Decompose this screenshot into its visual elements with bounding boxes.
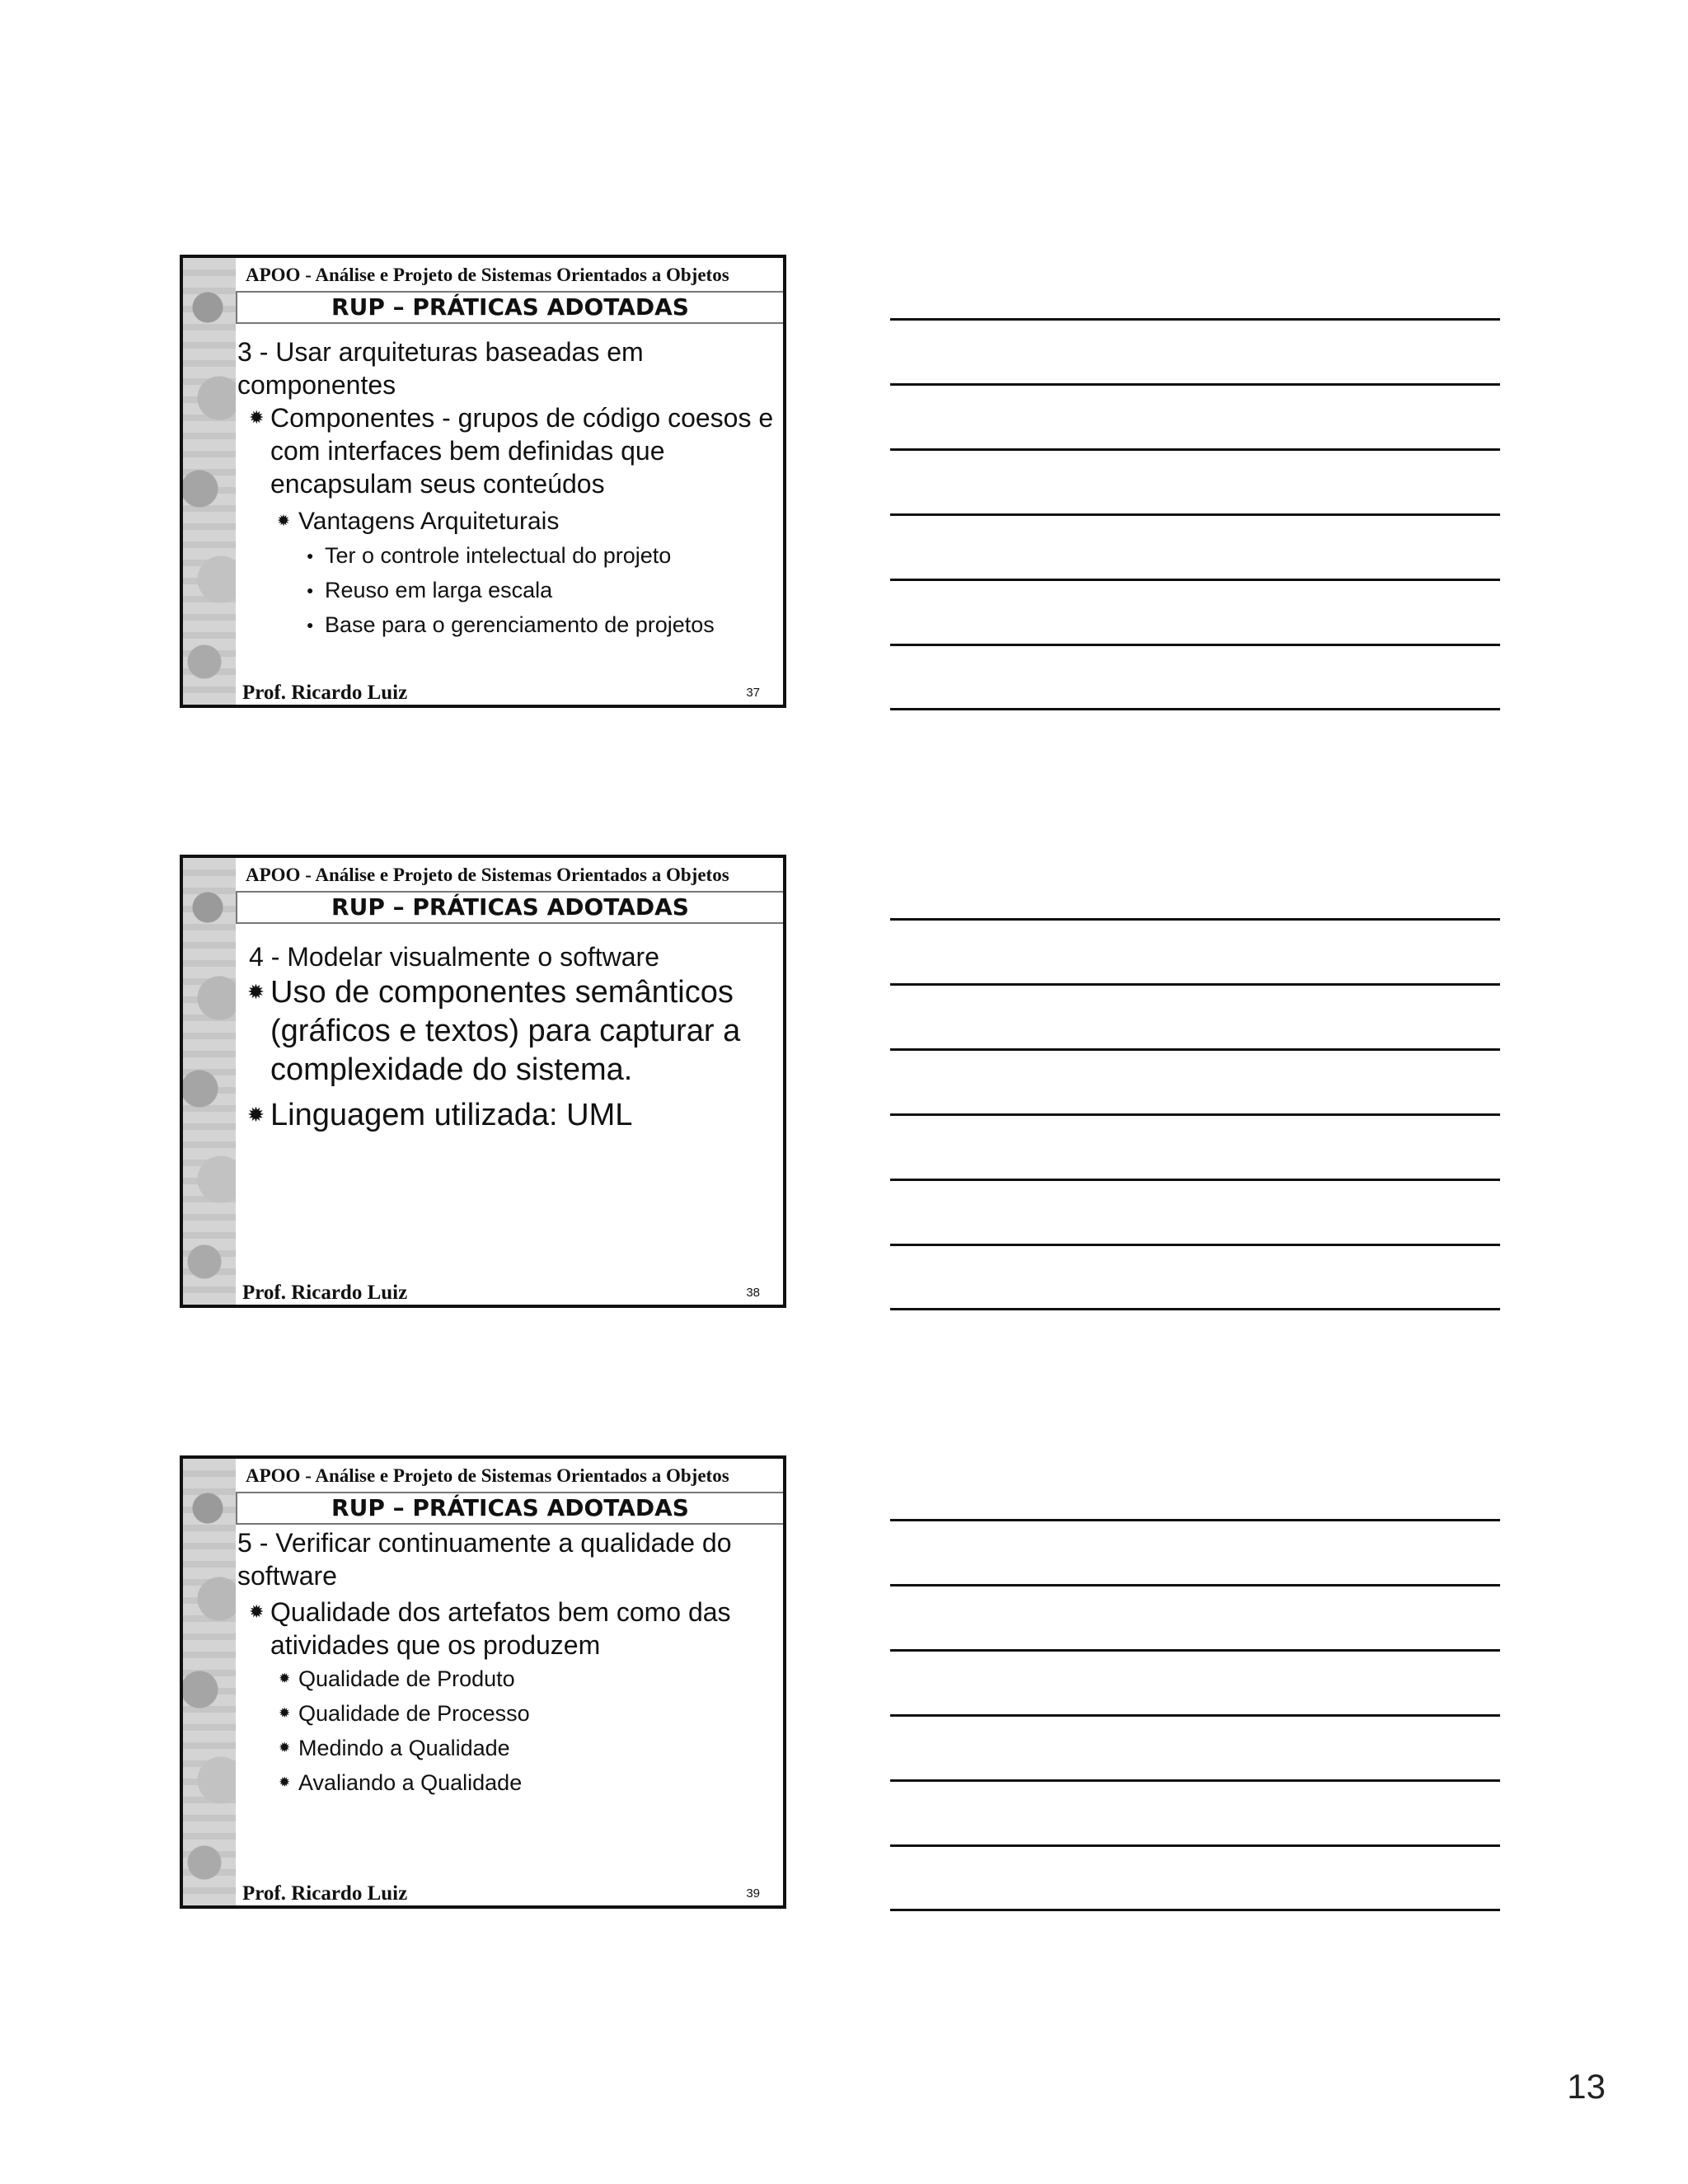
bullet-icon: ✹ [247,1104,265,1127]
point-text: Qualidade de Processo [298,1701,530,1726]
page-number: 13 [1567,2067,1606,2106]
note-line [890,1113,1500,1116]
point-text: Qualidade de Produto [298,1666,515,1691]
point-text: Reuso em larga escala [325,578,553,602]
bullet-icon: ✹ [277,513,290,530]
slide-title: RUP – PRÁTICAS ADOTADAS [236,891,783,924]
note-line [890,383,1500,386]
slide-author: Prof. Ricardo Luiz [242,682,408,704]
bullet-icon: ✹ [279,1671,291,1686]
note-line [890,1584,1500,1586]
note-line [890,579,1500,581]
point-item [237,1765,775,1800]
course-title: APOO - Análise e Projeto de Sistemas Orientados a Objetos [246,265,729,285]
note-line [890,513,1500,516]
slide-number: 39 [746,1886,760,1900]
point-item [237,538,775,573]
slide-number: 37 [746,686,760,700]
note-line [890,983,1500,986]
course-title: APOO - Análise e Projeto de Sistemas Orientados a Objetos [246,865,729,885]
bullet-icon: ✹ [249,1601,265,1622]
gear-decoration [183,1459,236,1905]
bullet-text: Uso de componentes semânticos (gráficos e textos) para capturar a complexidade do sistema. [270,975,741,1087]
note-line [890,708,1500,710]
slide-body [237,940,775,1135]
point-text: Base para o gerenciamento de projetos [325,612,715,637]
note-line [890,1048,1500,1051]
point-text: Avaliando a Qualidade [298,1770,523,1795]
bullet-icon: ✹ [247,981,265,1004]
point-text: Medindo a Qualidade [298,1736,510,1760]
note-line [890,1909,1500,1911]
bullet-item [237,401,775,500]
bullet-item [237,1596,775,1661]
slide-heading: 4 - Modelar visualmente o software [249,942,659,972]
gear-decoration [183,858,236,1305]
point-item [237,1661,775,1696]
note-line [890,1179,1500,1181]
slide-39 [180,1455,786,1909]
slide-author: Prof. Ricardo Luiz [242,1282,408,1304]
slide-heading: 3 - Usar arquiteturas baseadas em componentes [237,337,644,400]
bullet-item [237,973,775,1090]
dot-icon: ● [307,549,314,562]
slide-body [237,1526,775,1800]
slide-37 [180,255,786,708]
note-line [890,1844,1500,1847]
note-line [890,448,1500,451]
note-line [890,1779,1500,1782]
note-line [890,1308,1500,1310]
bullet-icon: ✹ [279,1774,291,1790]
note-line [890,318,1500,321]
bullet-text: Vantagens Arquiteturais [298,508,560,535]
point-item [237,607,775,642]
bullet-item [237,1096,775,1135]
slide-author: Prof. Ricardo Luiz [242,1882,408,1905]
point-item [237,1696,775,1731]
slide-title: RUP – PRÁTICAS ADOTADAS [236,1492,783,1525]
bullet-text: Linguagem utilizada: UML [270,1098,633,1132]
slide-body [237,335,775,642]
bullet-text: Qualidade dos artefatos bem como das atividades que os produzem [270,1597,731,1660]
gear-decoration [183,258,236,705]
bullet-icon: ✹ [279,1740,291,1755]
dot-icon: ● [307,583,314,597]
bullet-text: Componentes - grupos de código coesos e com interfaces bem definidas que encapsulam seus conteúdos [270,403,774,499]
dot-icon: ● [307,618,314,631]
note-line [890,918,1500,921]
point-text: Ter o controle intelectual do projeto [325,543,672,568]
note-line [890,1519,1500,1521]
slide-title: RUP – PRÁTICAS ADOTADAS [236,291,783,324]
bullet-icon: ✹ [249,407,265,428]
sub-bullet-item [237,505,775,538]
note-line [890,1714,1500,1717]
slide-number: 38 [746,1286,760,1300]
note-line [890,1244,1500,1246]
note-line [890,1649,1500,1652]
point-item [237,573,775,607]
slide-heading: 5 - Verificar continuamente a qualidade do software [237,1528,732,1591]
note-line [890,644,1500,646]
point-item [237,1731,775,1765]
course-title: APOO - Análise e Projeto de Sistemas Orientados a Objetos [246,1465,729,1486]
bullet-icon: ✹ [279,1705,291,1721]
slide-38 [180,855,786,1308]
